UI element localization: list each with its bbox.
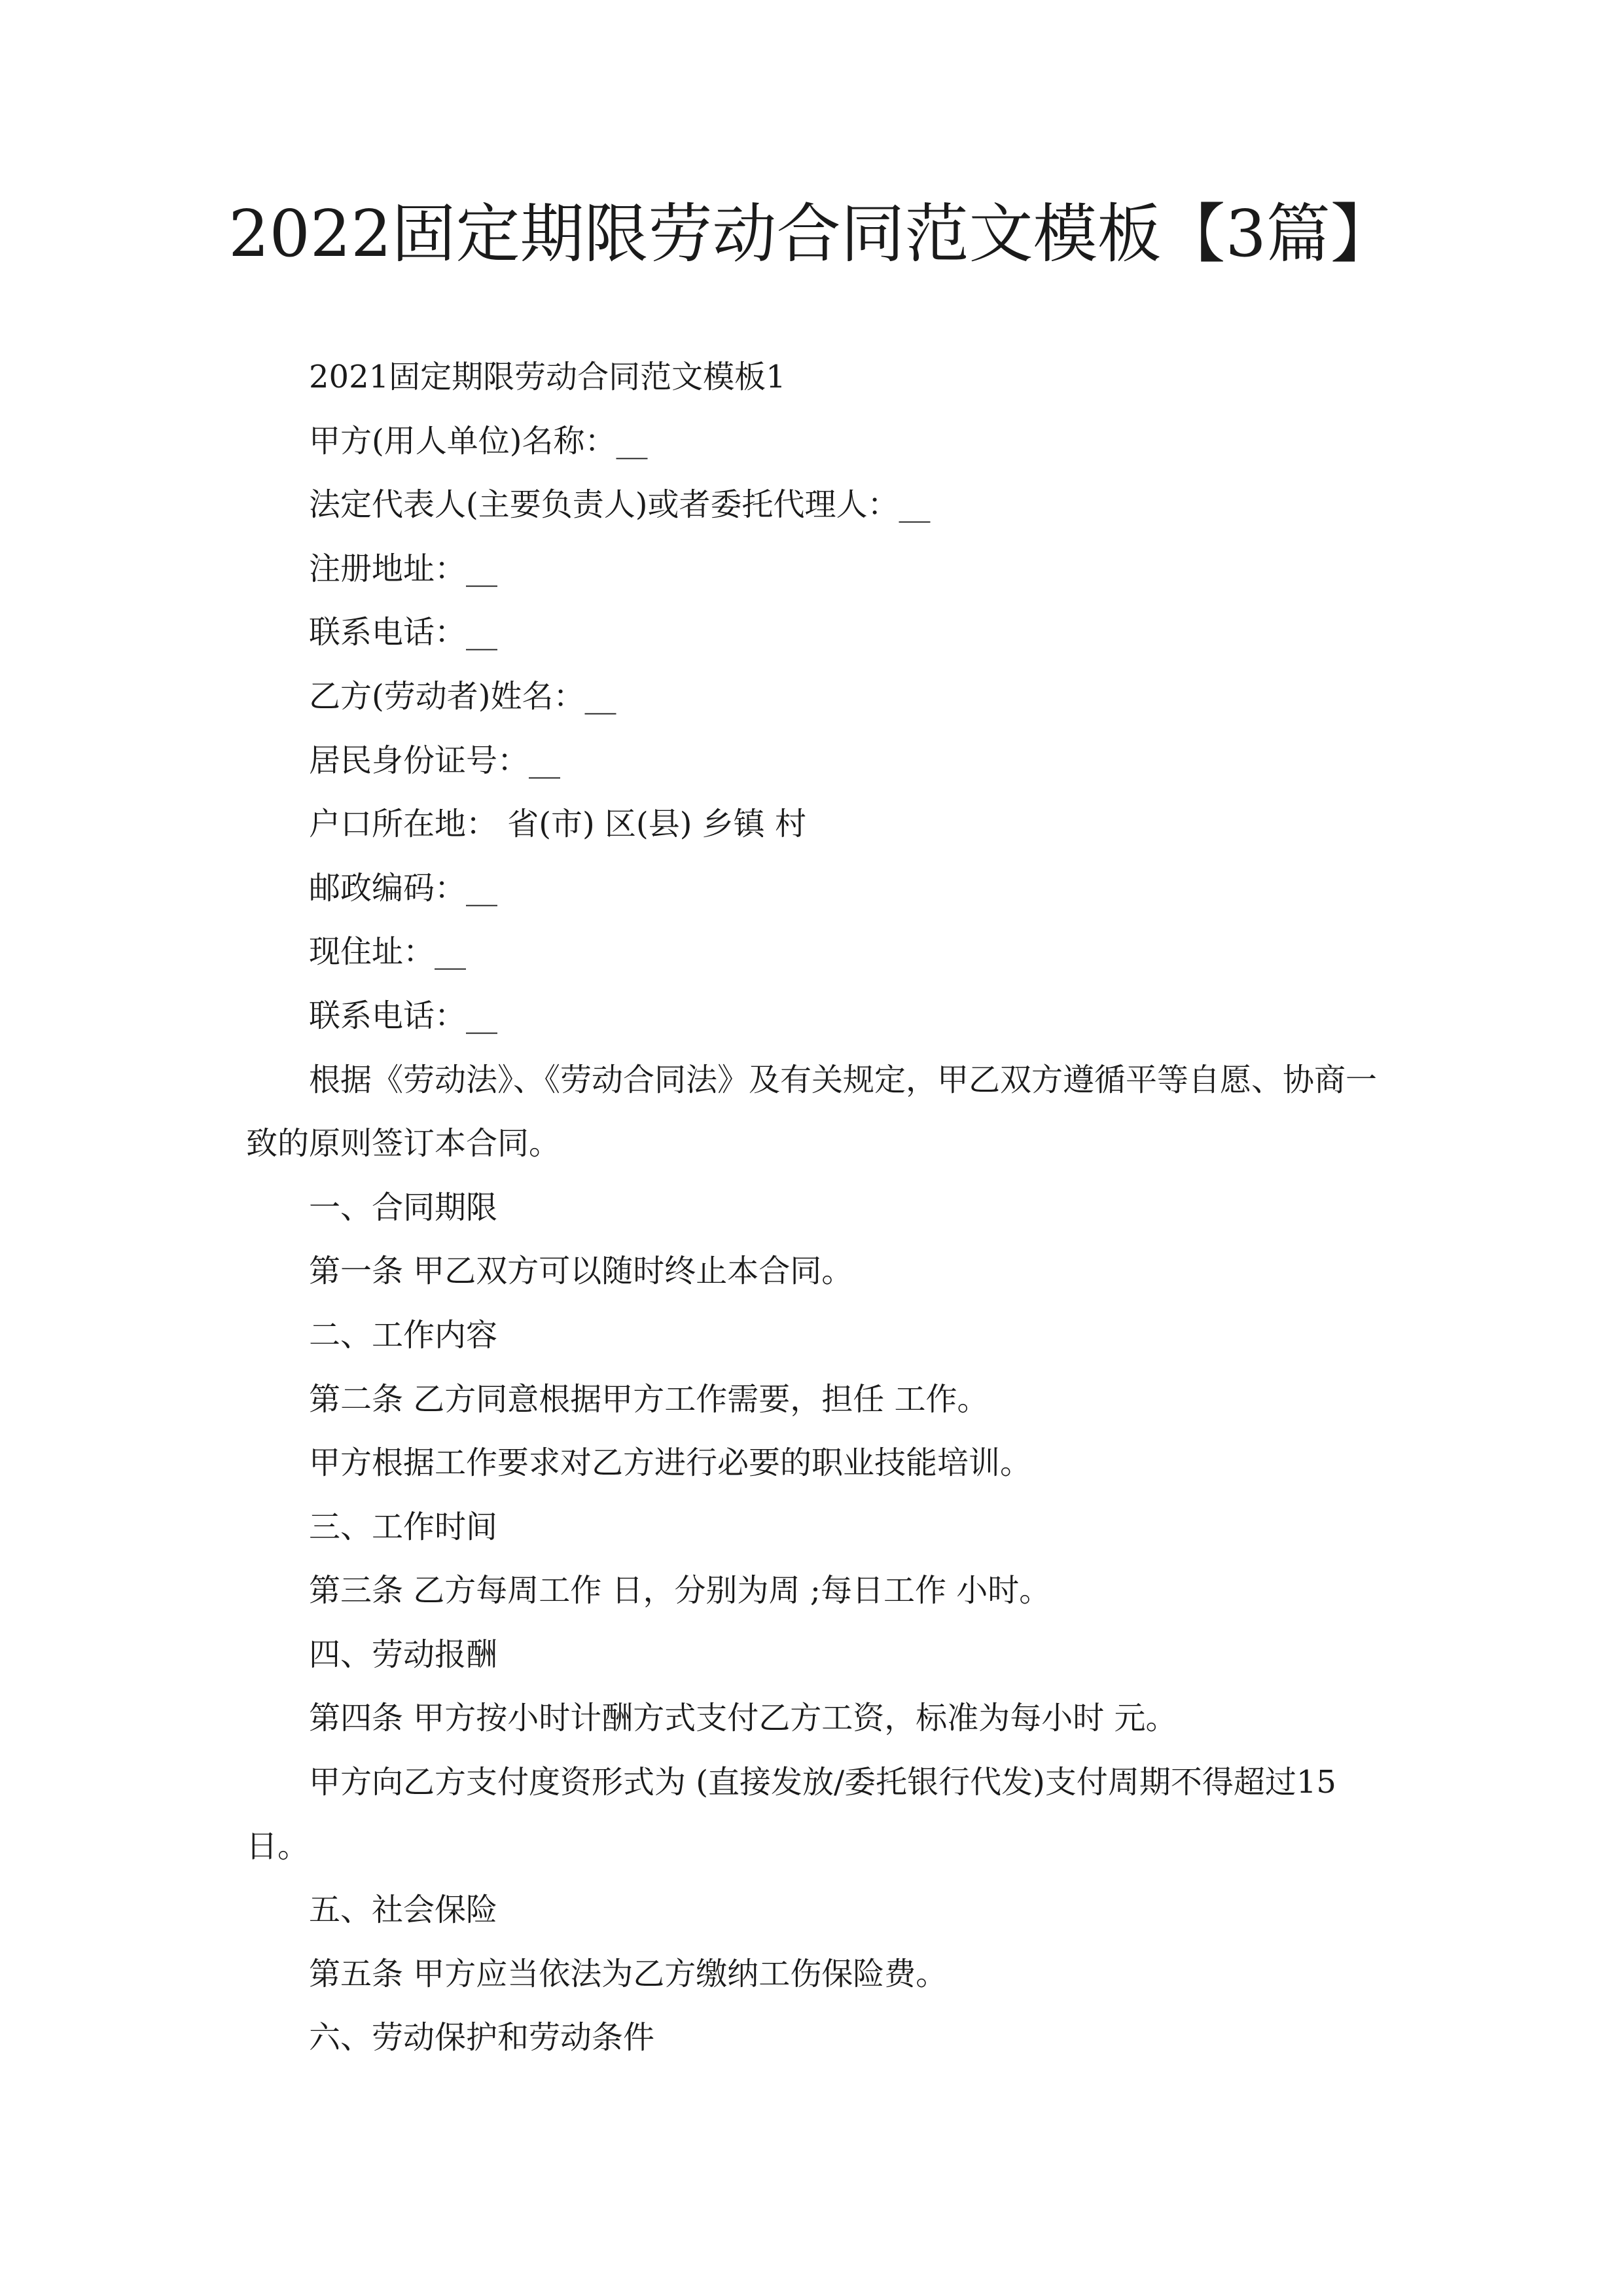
- paragraph: 注册地址：__: [309, 550, 498, 587]
- paragraph: 现住址：__: [309, 933, 467, 971]
- document-title: 2022固定期限劳动合同范文模板【3篇】: [228, 197, 1395, 272]
- document-body: [246, 346, 1378, 2070]
- paragraph: 第三条 乙方每周工作 日，分别为周 ;每日工作 小时。: [309, 1572, 1051, 1609]
- section-heading: 四、劳动报酬: [309, 1636, 498, 1673]
- paragraph: 甲方(用人单位)名称：__: [309, 422, 648, 459]
- paragraph: 根据《劳动法》、《劳动合同法》及有关规定，甲乙双方遵循平等自愿、协商一致的原则签订本合同。: [246, 1061, 1378, 1162]
- paragraph: 法定代表人(主要负责人)或者委托代理人：__: [309, 486, 931, 524]
- section-heading: 二、工作内容: [309, 1316, 498, 1354]
- paragraph: 居民身份证号：__: [309, 742, 561, 779]
- paragraph: 乙方(劳动者)姓名：__: [309, 677, 616, 715]
- paragraph: 甲方根据工作要求对乙方进行必要的职业技能培训。: [309, 1444, 1032, 1482]
- section-heading: 五、社会保险: [309, 1892, 498, 1929]
- paragraph: 联系电话：__: [309, 614, 498, 651]
- section-heading: 六、劳动保护和劳动条件: [309, 2019, 655, 2056]
- paragraph: 第一条 甲乙双方可以随时终止本合同。: [309, 1253, 853, 1290]
- paragraph: 第四条 甲方按小时计酬方式支付乙方工资，标准为每小时 元。: [309, 1700, 1177, 1737]
- paragraph: 联系电话：__: [309, 997, 498, 1034]
- paragraph: 2021固定期限劳动合同范文模板1: [309, 359, 786, 395]
- paragraph: 第二条 乙方同意根据甲方工作需要，担任 工作。: [309, 1380, 989, 1418]
- paragraph: 甲方向乙方支付度资形式为 (直接发放/委托银行代发)支付周期不得超过15日。: [246, 1764, 1336, 1865]
- section-heading: 一、合同期限: [309, 1189, 498, 1226]
- section-heading: 三、工作时间: [309, 1508, 498, 1545]
- paragraph: 户口所在地： 省(市) 区(县) 乡镇 村: [309, 806, 806, 843]
- paragraph: 邮政编码：__: [309, 869, 498, 906]
- paragraph: 第五条 甲方应当依法为乙方缴纳工伤保险费。: [309, 1955, 948, 1992]
